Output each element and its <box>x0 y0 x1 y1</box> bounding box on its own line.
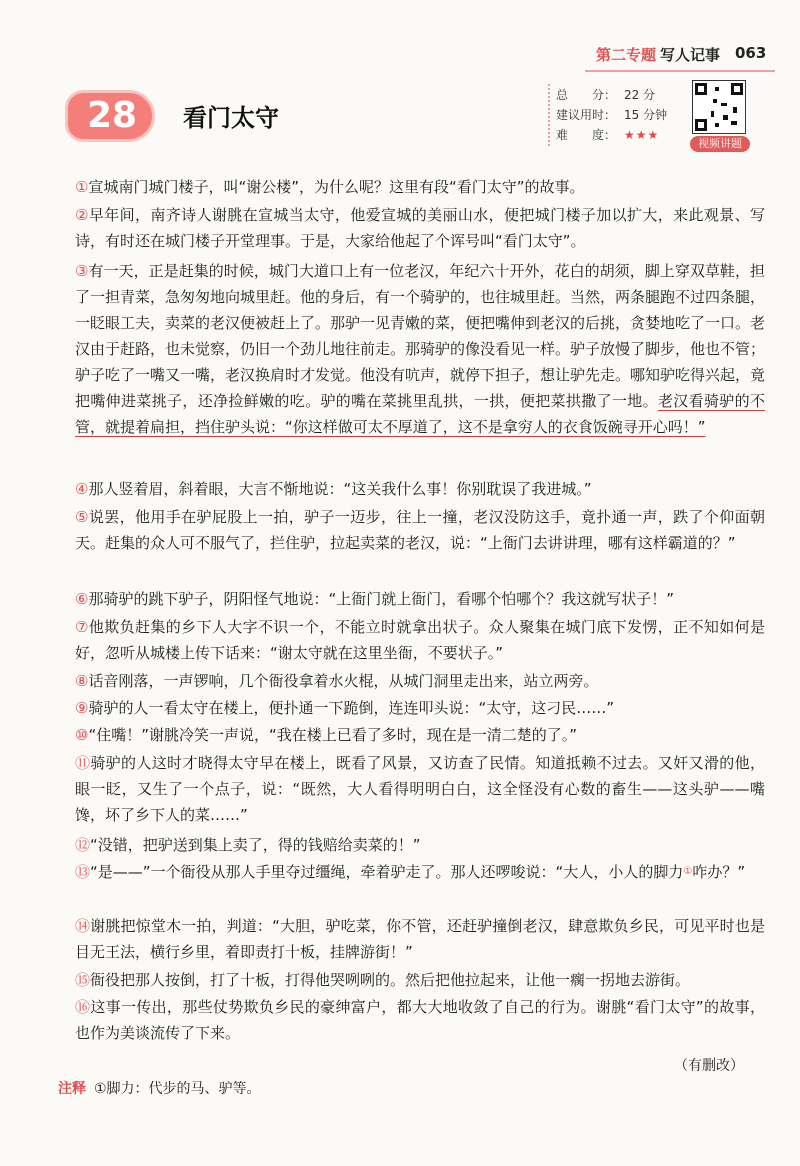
time-label: 建议用时： <box>556 108 617 122</box>
paragraph-10: ⑩“住嘴！”谢朓冷笑一声说，“我在楼上已看了多时，现在是一清二楚的了。” <box>75 726 578 744</box>
paragraph-8: ⑧话音刚落，一声锣响，几个衙役拿着水火棍，从城门洞里走出来，站立两旁。 <box>75 672 599 690</box>
difficulty-row <box>556 126 659 143</box>
score-value: 22 分 <box>624 88 656 102</box>
page-header <box>0 12 800 64</box>
source-note: （有删改） <box>674 1058 744 1074</box>
paragraph-15: ⑮衙役把那人按倒，打了十板，打得他哭咧咧的。然后把他拉起来，让他一瘸一拐地去游街。 <box>75 971 691 989</box>
score-row <box>556 86 655 103</box>
paragraph-6: ⑥那骑驴的跳下驴子，阴阳怪气地说：“上衙门就上衙门，看哪个怕哪个？我这就写状子！” <box>75 590 674 608</box>
page-number: 063 <box>735 44 767 62</box>
time-value: 15 分钟 <box>624 108 668 122</box>
topic-label: 写人记事 <box>660 46 721 64</box>
paragraph-3: ③有一天，正是赶集的时候，城门大道口上有一位老汉，年纪六十开外，花白的胡须，脚上穿双草鞋，担了一担青菜，急匆匆地向城里赶。他的身后，有一个骑驴的，也往城里赶。当然，两条腿跑不过四条腿，一眨眼工夫，卖菜的老汉便被赶上了。那驴一见青嫩的菜，便把嘴伸到老汉的后挑，贪婪地吃了一口。老汉由于赶路，也未觉察，仍旧一个劲儿地往前走。那骑驴的像没看见一样。驴子放慢了脚步，他也不管；驴子吃了一嘴又一嘴，老汉换肩时才发觉。他没有吭声，就停下担子，想让驴先走。哪知驴吃得兴起，竟把嘴伸进菜挑子，还净捡鲜嫩的吃。驴的嘴在菜挑里乱拱，一拱，便把菜拱撒了一地。老汉看骑驴的不管，就提着扁担，挡住驴头说：“你这样做可太不厚道了，这不是拿穷人的衣食饭碗寻开心吗！” <box>75 262 766 436</box>
paragraph-12: ⑫“没错，把驴送到集上卖了，得的钱赔给卖菜的！” <box>75 836 421 854</box>
info-divider <box>548 84 550 146</box>
paragraph-1: ①宣城南门城门楼子，叫“谢公楼”，为什么呢？这里有段“看门太守”的故事。 <box>75 178 585 196</box>
difficulty-stars: ★★★ <box>624 128 660 142</box>
paragraph-11: ⑪骑驴的人这时才晓得太守早在楼上，既看了风景，又访查了民情。知道抵赖不过去。又奸又滑的他，眼一眨，又生了一个点子，说：“既然，大人看得明明白白，这全怪没有心数的畜生——这头驴——嘴馋，坏了乡下人的菜……” <box>75 754 765 824</box>
footnote <box>58 1078 261 1098</box>
paragraph-16: ⑯这事一传出，那些仗势欺负乡民的豪绅富户，都大大地收敛了自己的行为。谢朓“看门太守”的故事，也作为美谈流传了下来。 <box>75 998 765 1042</box>
lesson-title: 看门太守 <box>183 104 279 132</box>
qr-code-icon[interactable] <box>692 80 746 134</box>
footnote-marker: ① <box>683 866 693 877</box>
video-lesson-button[interactable]: 视频讲题 <box>690 136 750 152</box>
section-label: 第二专题 <box>596 46 657 64</box>
paragraph-5: ⑤说罢，他用手在驴屁股上一拍，驴子一迈步，往上一撞，老汉没防这手，竟扑通一声，跌了个仰面朝天。赶集的众人可不服气了，拦住驴，拉起卖菜的老汉，说：“上衙门去讲讲理，哪有这样霸道的？” <box>75 508 765 552</box>
score-label: 总 分： <box>556 88 617 102</box>
paragraph-13: ⑬“是——”一个衙役从那人手里夺过缰绳，牵着驴走了。那人还啰唆说：“大人，小人的脚力①咋办？” <box>75 863 746 881</box>
time-row <box>556 106 667 123</box>
footnote-text: ①脚力：代步的马、驴等。 <box>94 1081 261 1097</box>
footnote-label: 注释 <box>58 1081 86 1097</box>
paragraph-9: ⑨骑驴的人一看太守在楼上，便扑通一下跪倒，连连叩头说：“太守，这刁民……” <box>75 699 614 717</box>
paragraph-14: ⑭谢朓把惊堂木一拍，判道：“大胆，驴吃菜，你不管，还赶驴撞倒老汉，肆意欺负乡民，可见平时也是目无王法，横行乡里，着即责打十板，挂牌游街！” <box>75 917 765 961</box>
paragraph-2: ②早年间，南齐诗人谢朓在宣城当太守，他爱宣城的美丽山水，便把城门楼子加以扩大，来此观景、写诗，有时还在城门楼子开堂理事。于是，大家给他起了个诨号叫“看门太守”。 <box>75 206 765 250</box>
lesson-number: 28 <box>86 95 138 136</box>
paragraph-7: ⑦他欺负赶集的乡下人大字不识一个，不能立时就拿出状子。众人聚集在城门底下发愣，正不知如何是好，忽听从城楼上传下话来：“谢太守就在这里坐衙，不要状子。” <box>75 618 765 662</box>
paragraph-4: ④那人竖着眉，斜着眼，大言不惭地说：“这关我什么事！你别耽误了我进城。” <box>75 480 592 498</box>
underlined-sentence: 老汉看骑驴的不管，就提着扁担，挡住驴头说：“你这样做可太不厚道了，这不是拿穷人的衣食饭碗寻开心吗！” <box>75 392 765 436</box>
difficulty-label: 难 度： <box>556 128 617 142</box>
header-rule <box>585 70 775 72</box>
